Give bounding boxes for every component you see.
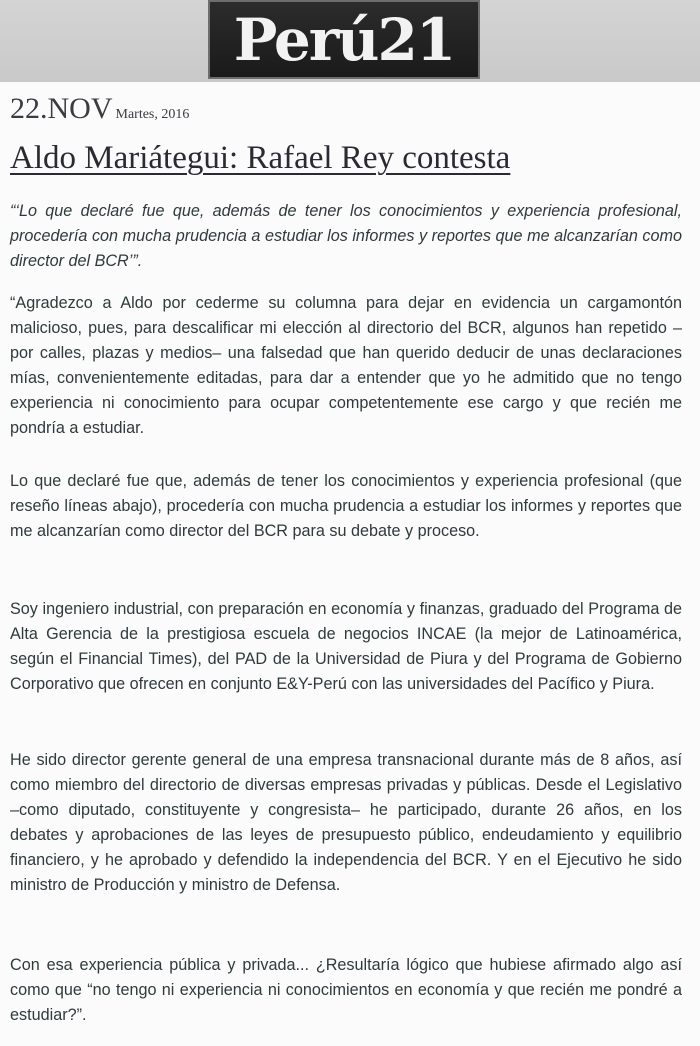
article-paragraph-5: Con esa experiencia pública y privada... ¿Resultaría lógico que hubiese afirmado algo así como que “no tengo ni experiencia ni conocimientos en economía y que recién me pondré a estudiar?”. — [10, 956, 682, 1024]
masthead-strip — [0, 0, 700, 82]
date-weekday-year: Martes, 2016 — [115, 107, 190, 122]
article-paragraph-2: Lo que declaré fue que, además de tener los conocimientos y experiencia profesional (que reseño líneas abajo), procedería con mucha prudencia a estudiar los informes y reportes que me alcanzarían como director del BCR para su debate y proceso. — [10, 472, 682, 540]
article-paragraph-1: “Agradezco a Aldo por cederme su columna para dejar en evidencia un cargamontón malicioso, pues, para descalificar mi elección al directorio del BCR, algunos han repetido –por calles, plazas y medios– una falsedad que han querido deducir de unas declaraciones mías, convenientemente editadas, para dar a entender que yo he admitido que no tengo experiencia ni conocimiento para ocupar competentemente ese cargo y que recién me pondría a estudiar. — [10, 294, 682, 437]
peru21-logo — [208, 0, 480, 79]
date-day: 22. — [10, 92, 48, 125]
article-paragraph-3: Soy ingeniero industrial, con preparación en economía y finanzas, graduado del Programa de Alta Gerencia de la prestigiosa escuela de negocios INCAE (la mejor de Latinoamérica, según el Financial Times), del PAD de la Universidad de Piura y del Programa de Gobierno Corporativo que ofrecen en conjunto E&Y-Perú con las universidades del Pacífico y Piura. — [10, 600, 682, 693]
logo-text: Perú21 — [233, 5, 455, 74]
article-paragraph-4: He sido director gerente general de una empresa transnacional durante más de 8 años, así como miembro del directorio de diversas empresas privadas y públicas. Desde el Legislativo –como diputado, constituyente y congresista– he participado, durante 26 años, en los debates y aprobaciones de las leyes de presupuesto público, endeudamiento y equilibrio financiero, y he aprobado y defendido la independencia del BCR. Y en el Ejecutivo he sido ministro de Producción y ministro de Defensa. — [10, 751, 682, 894]
publication-date — [10, 92, 189, 126]
article-lead: “‘Lo que declaré fue que, además de tener los conocimientos y experiencia profesional, procedería con mucha prudencia a estudiar los informes y reportes que me alcanzarían como director del BCR’”. — [10, 202, 682, 270]
date-month: NOV — [47, 92, 113, 125]
article-title: Aldo Mariátegui: Rafael Rey contesta — [10, 140, 511, 176]
